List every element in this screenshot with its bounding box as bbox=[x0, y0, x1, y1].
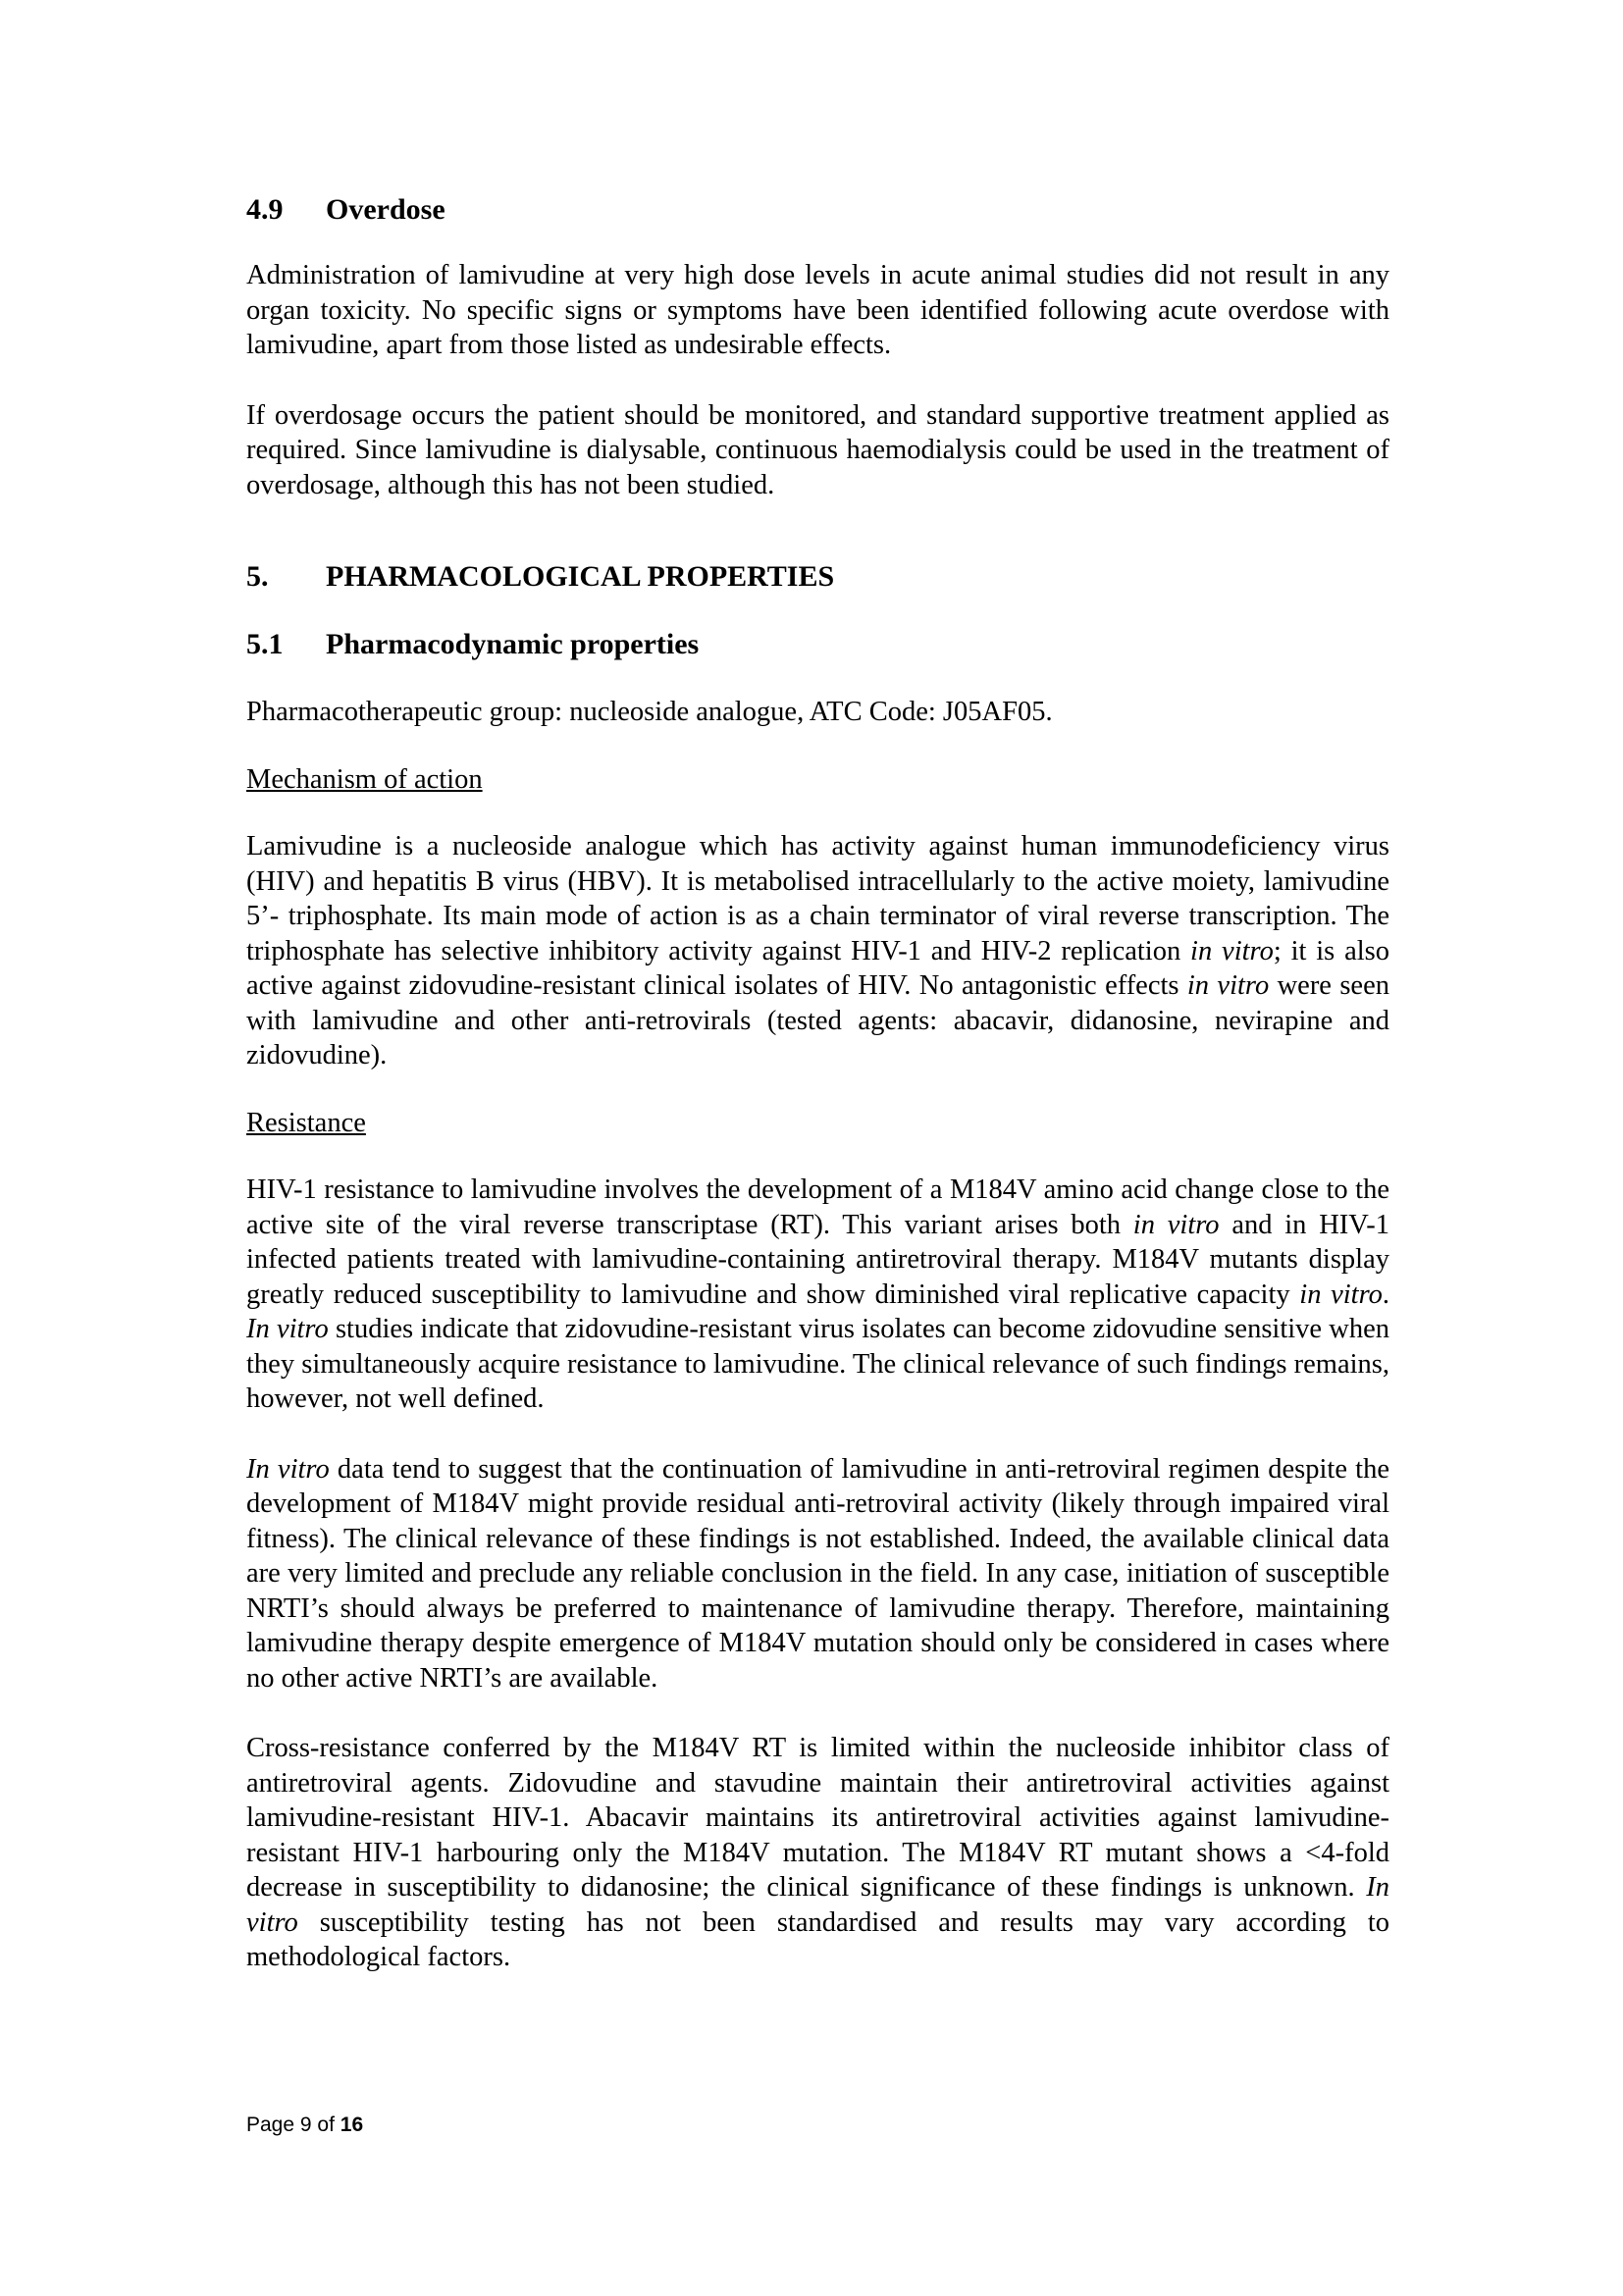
resistance-paragraph-1: HIV-1 resistance to lamivudine involves the development of a M184V amino acid change close to the active site of the viral reverse transcriptase (RT). This variant arises both in vitro and in HIV-1 infected patients treated with lamivudine-containing antiretroviral therapy. M184V mutants display greatly reduced susceptibility to lamivudine and show diminished viral replicative capacity in vitro. In vitro studies indicate that zidovudine-resistant virus isolates can become zidovudine sensitive when they simultaneously acquire resistance to lamivudine. The clinical relevance of such findings remains, however, not well defined. bbox=[246, 1174, 1390, 1414]
section-number: 5. bbox=[246, 560, 269, 593]
section-title: Overdose bbox=[326, 193, 445, 226]
resistance-paragraph-2: In vitro data tend to suggest that the continuation of lamivudine in anti-retroviral regimen despite the development of M184V might provide residual anti-retroviral activity (likely through impaired viral fitness). The clinical relevance of these findings is not established. Indeed, the available clinical data are very limited and preclude any reliable conclusion in the field. In any case, initiation of susceptible NRTI’s should always be preferred to maintenance of lamivudine therapy. Therefore, maintaining lamivudine therapy despite emergence of M184V mutation should only be considered in cases where no other active NRTI’s are available. bbox=[246, 1453, 1389, 1694]
pharmacotherapeutic-group: Pharmacotherapeutic group: nucleoside analogue, ATC Code: J05AF05. bbox=[246, 697, 1053, 727]
page-of-label: of bbox=[311, 2113, 340, 2136]
mechanism-of-action-heading: Mechanism of action bbox=[246, 763, 483, 795]
document-page bbox=[246, 192, 1389, 1975]
section-heading-pharmacological-properties bbox=[246, 559, 1389, 595]
resistance-heading: Resistance bbox=[246, 1107, 366, 1138]
section-number: 4.9 bbox=[246, 193, 284, 226]
section-number: 5.1 bbox=[246, 628, 284, 660]
overdose-paragraph-2: If overdosage occurs the patient should be monitored, and standard supportive treatment applied as required. Since lamivudine is dialysable, continuous haemodialysis could be used in the treatment of overdosage, although this has not been studied. bbox=[246, 399, 1389, 500]
section-heading-pharmacodynamic bbox=[246, 627, 1389, 662]
resistance-paragraph-3: Cross-resistance conferred by the M184V RT is limited within the nucleoside inhibitor class of antiretroviral agents. Zidovudine and stavudine maintain their antiretroviral activities against lamivudine-resistant HIV-1. Abacavir maintains its antiretroviral activities against lamivudine-resistant HIV-1 harbouring only the M184V mutation. The M184V RT mutant shows a <4-fold decrease in susceptibility to didanosine; the clinical significance of these findings is unknown. In vitro susceptibility testing has not been standardised and results may vary according to methodological factors. bbox=[246, 1733, 1389, 1972]
section-title: PHARMACOLOGICAL PROPERTIES bbox=[326, 560, 835, 593]
section-heading-overdose bbox=[246, 192, 1389, 228]
page-current: 9 bbox=[299, 2113, 312, 2136]
page-label: Page bbox=[246, 2113, 300, 2136]
mechanism-paragraph: Lamivudine is a nucleoside analogue which has activity against human immunodeficiency virus (HIV) and hepatitis B virus (HBV). It is metabolised intracellularly to the active moiety, lamivudine 5’- triphosphate. Its main mode of action is as a chain terminator of viral reverse transcription. The triphosphate has selective inhibitory activity against HIV-1 and HIV-2 replication in vitro; it is also active against zidovudine-resistant clinical isolates of HIV. No antagonistic effects in vitro were seen with lamivudine and other anti-retrovirals (tested agents: abacavir, didanosine, nevirapine and zidovudine). bbox=[246, 831, 1389, 1070]
section-title: Pharmacodynamic properties bbox=[326, 628, 700, 660]
overdose-paragraph-1: Administration of lamivudine at very high dose levels in acute animal studies did not result in any organ toxicity. No specific signs or symptoms have been identified following acute overdose with lamivudine, apart from those listed as undesirable effects. bbox=[246, 260, 1389, 360]
page-footer bbox=[246, 2113, 363, 2137]
page-total: 16 bbox=[340, 2113, 364, 2136]
